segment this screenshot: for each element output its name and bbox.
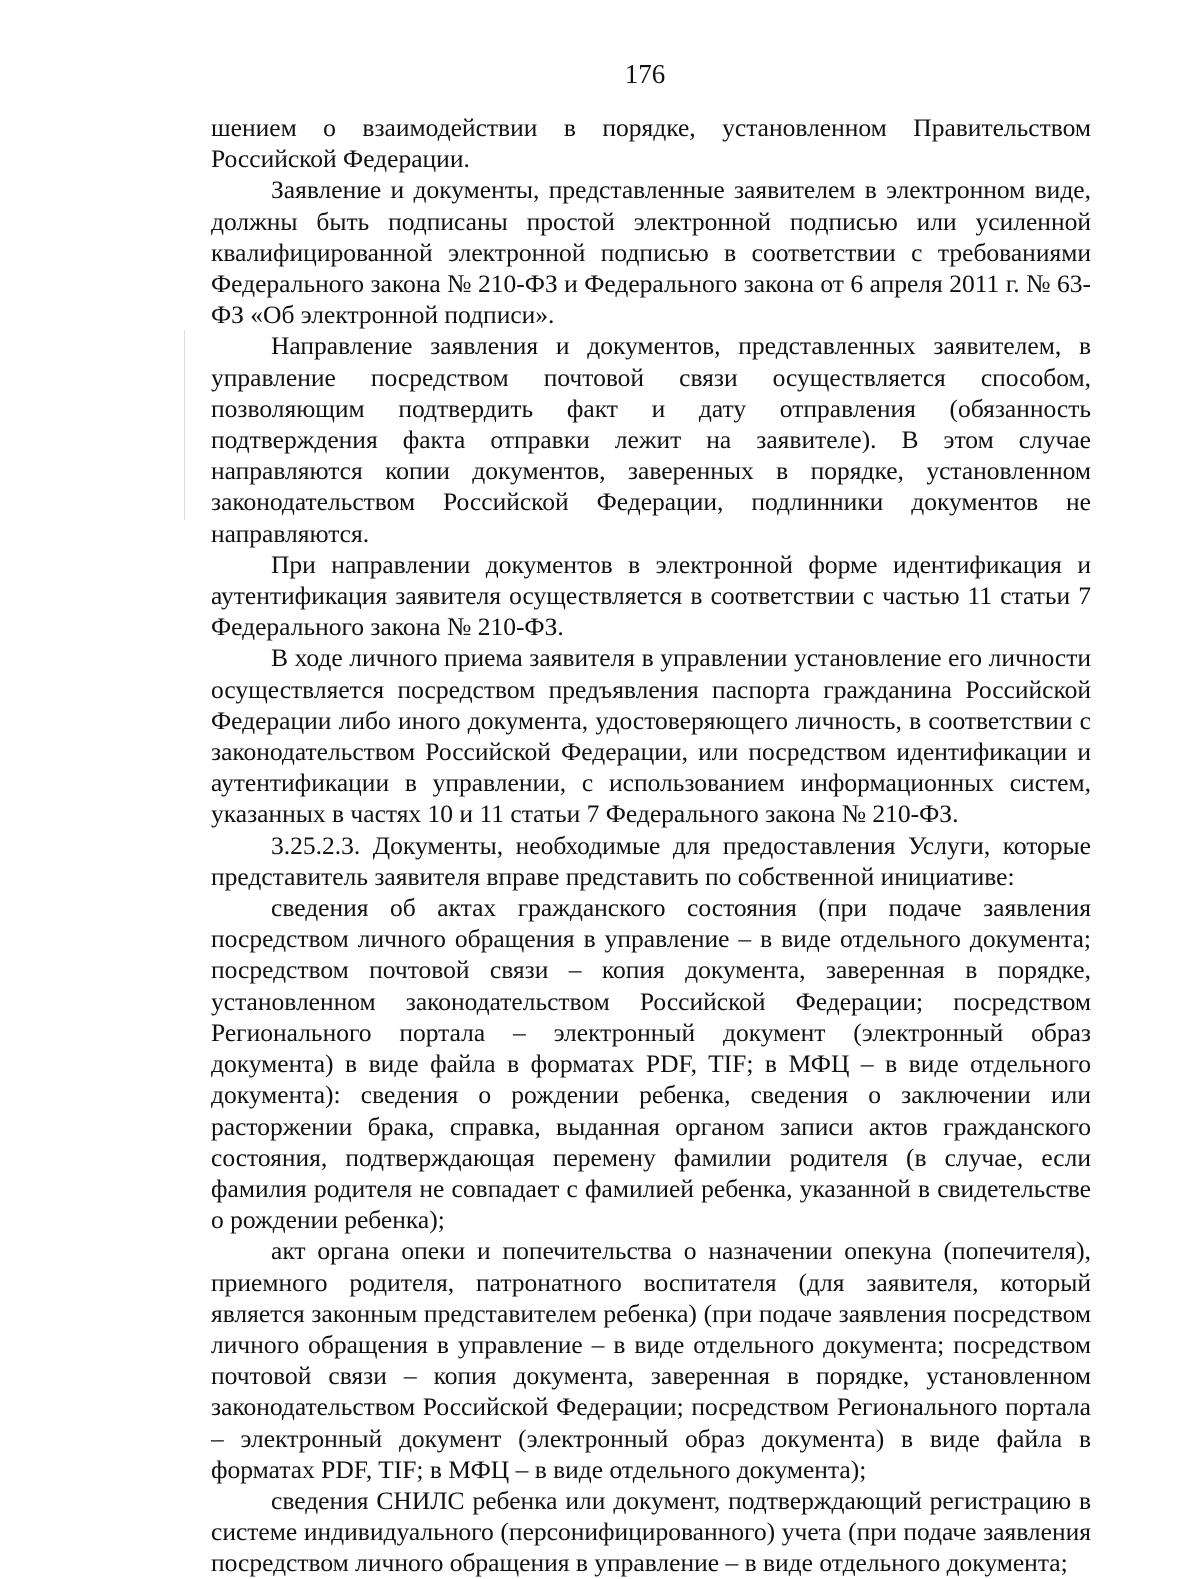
paragraph-snils: сведения СНИЛС ребенка или документ, подтверждающий регистрацию в системе индивидуального (персонифицированного) учета (при подаче заявления посредством личного обращения в управление – в виде отдельного документа; [211,1485,1091,1578]
scan-margin-line [184,330,185,520]
document-body [211,112,1091,1579]
paragraph-guardianship-act: акт органа опеки и попечительства о назначении опекуна (попечителя), приемного родителя, патронатного воспитателя (для заявителя, который является законным представителем ребенка) (при подаче заявления посредством личного обращения в управление – в виде отдельного документа; посредством почтовой связи – копия документа, заверенная в порядке, установленном законодательством Российской Федерации; посредством Регионального портала – электронный документ (электронный образ документа) в виде файла в форматах PDF, TIF; в МФЦ – в виде отдельного документа); [211,1236,1091,1484]
page-number: 176 [624,59,666,89]
paragraph-personal-reception: В ходе личного приема заявителя в управлении установление его личности осуществляется посредством предъявления паспорта гражданина Российской Федерации либо иного документа, удостоверяющего личность, в соответствии с законодательством Российской Федерации, или посредством идентификации и аутентификации в управлении, с использованием информационных систем, указанных в частях 10 и 11 статьи 7 Федерального закона № 210-ФЗ. [211,643,1091,829]
paragraph-electronic-identification: При направлении документов в электронной форме идентификация и аутентификация заявителя осуществляется в соответствии с частью 11 статьи 7 Федерального закона № 210-ФЗ. [211,549,1091,642]
paragraph-civil-status-records: сведения об актах гражданского состояния (при подаче заявления посредством личного обращения в управление – в виде отдельного документа; посредством почтовой связи – копия документа, заверенная в порядке, установленном законодательством Российской Федерации; посредством Регионального портала – электронный документ (электронный образ документа) в виде файла в форматах PDF, TIF; в МФЦ – в виде отдельного документа): сведения о рождении ребенка, сведения о заключении или расторжении брака, справка, выданная органом записи актов гражданского состояния, подтверждающая перемену фамилии родителя (в случае, если фамилия родителя не совпадает с фамилией ребенка, указанной в свидетельстве о рождении ребенка); [211,893,1091,1235]
paragraph-electronic-signature: Заявление и документы, представленные заявителем в электронном виде, должны быть подписаны простой электронной подписью или усиленной квалифицированной электронной подписью в соответствии с требованиями Федерального закона № 210-ФЗ и Федерального закона от 6 апреля 2011 г. № 63-ФЗ «Об электронной подписи». [211,175,1091,330]
paragraph-continuation: шением о взаимодействии в порядке, установленном Правительством Российской Федерации. [211,113,1091,174]
paragraph-postal-submission: Направление заявления и документов, представленных заявителем, в управление посредством почтовой связи осуществляется способом, позволяющим подтвердить факт и дату отправления (обязанность подтверждения факта отправки лежит на заявителе). В этом случае направляются копии документов, заверенных в порядке, установленном законодательством Российской Федерации, подлинники документов не направляются. [211,331,1091,548]
paragraph-section-3-25-2-3: 3.25.2.3. Документы, необходимые для предоставления Услуги, которые представитель заявителя вправе представить по собственной инициативе: [211,830,1091,891]
